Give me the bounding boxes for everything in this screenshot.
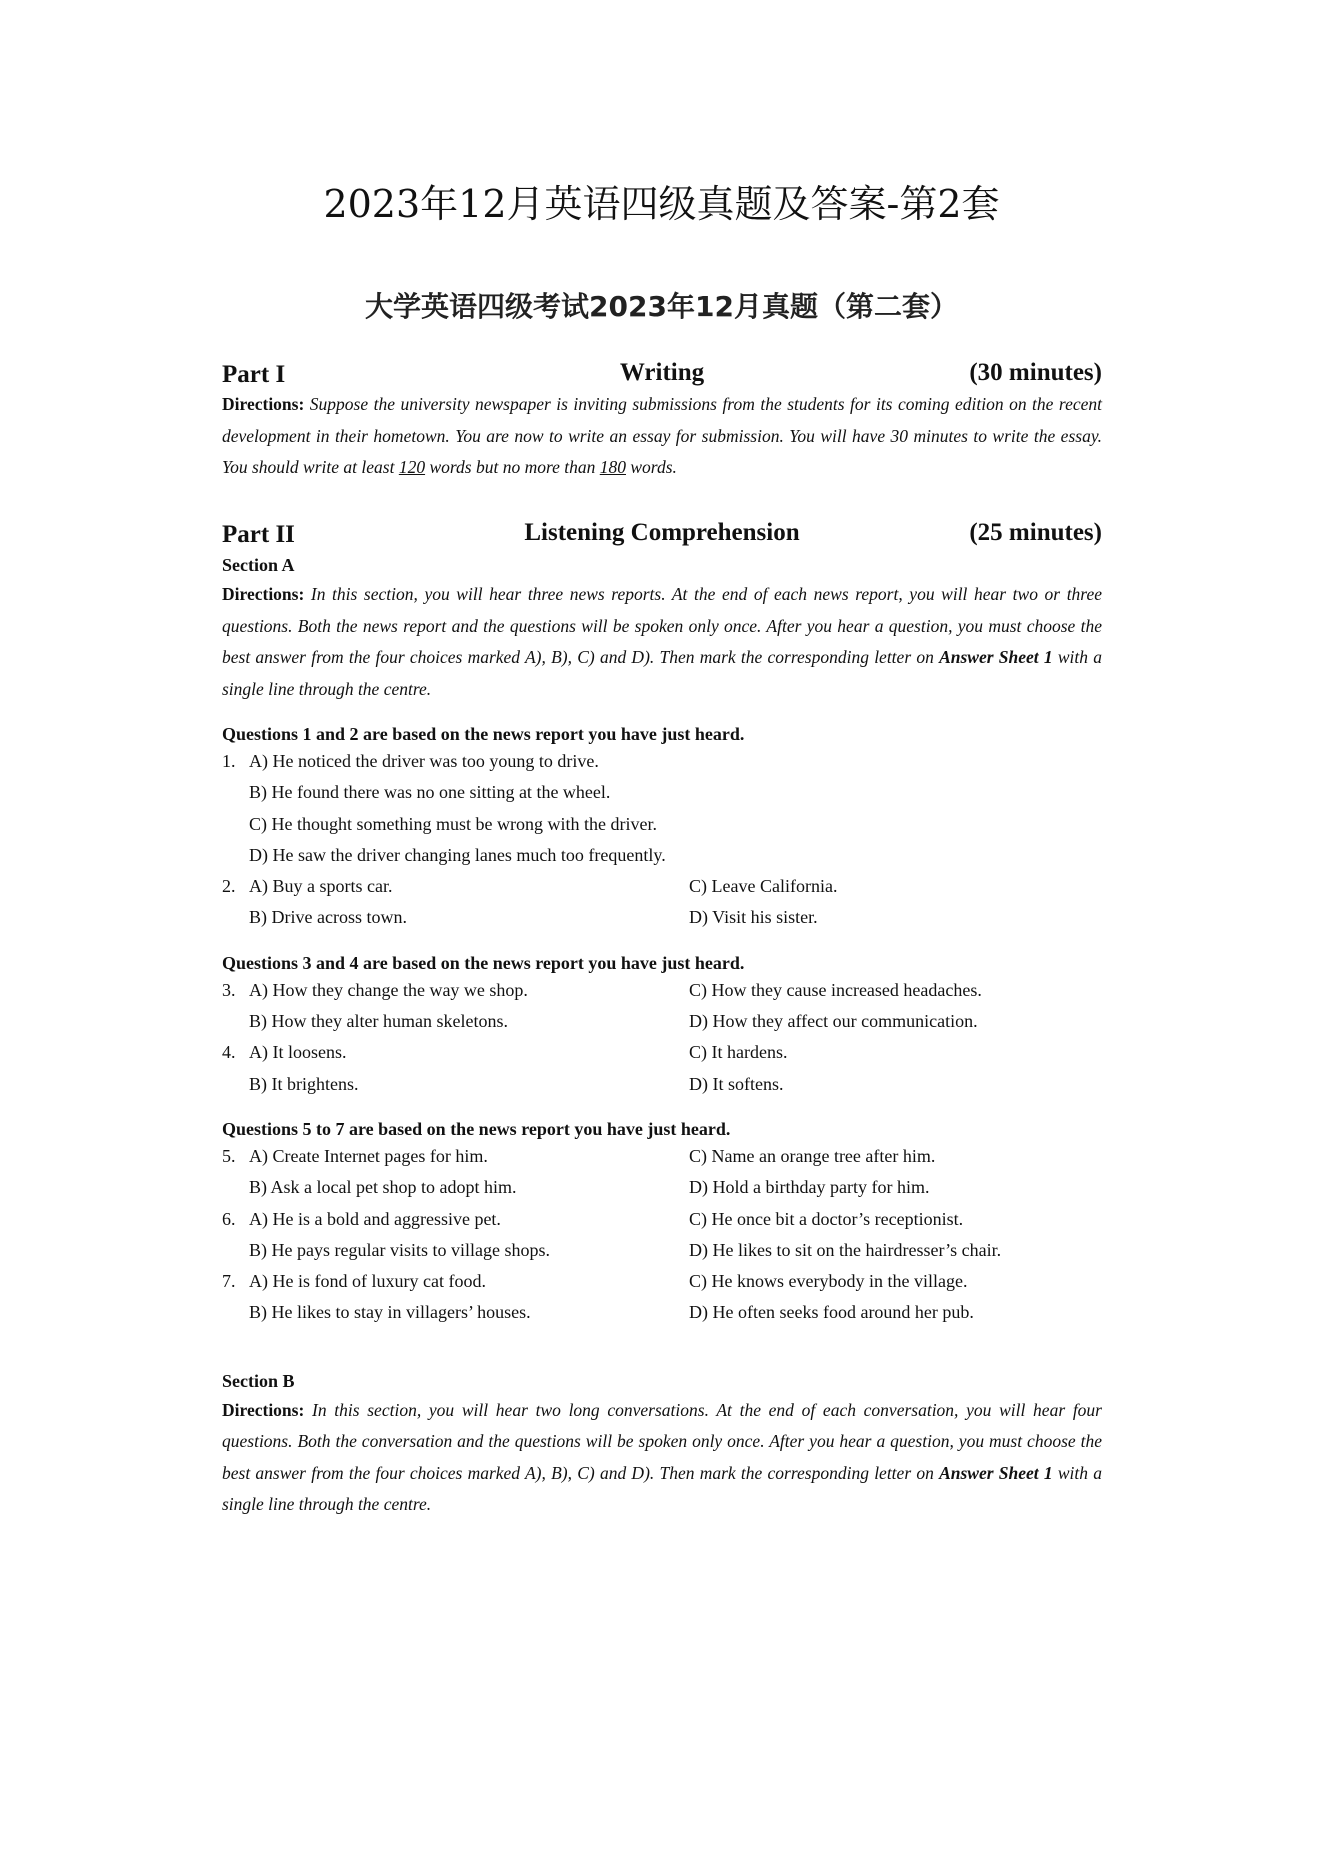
option-c: C) He thought something must be wrong with the driver. [249,813,657,834]
option-a: A) He is a bold and aggressive pet. [249,1208,501,1229]
option-c: C) Name an orange tree after him. [689,1145,936,1166]
directions-text: words. [626,457,677,477]
directions-text: with a single line through the centre. [222,647,1102,699]
option-a: A) He is fond of luxury cat food. [249,1271,486,1292]
document-title: 2023年12月英语四级真题及答案-第2套 [323,182,1000,226]
option-b: B) He found there was no one sitting at the wheel. [249,782,611,803]
directions-text: with a single line through the centre. [222,1462,1102,1515]
question-number: 5. [222,1145,236,1166]
directions-label: Directions: [222,394,305,414]
option-d: D) He likes to sit on the hairdresser’s chair. [689,1239,1002,1260]
option-d: D) How they affect our communication. [689,1011,978,1032]
part-1-time: (30 minutes) [969,359,1102,386]
section-a-label: Section A [222,555,295,575]
question-4 [222,1037,1102,1100]
question-number: 7. [222,1271,236,1292]
question-5 [222,1141,1102,1204]
part-1-title: Writing [619,359,705,386]
part-1-directions [222,389,1102,484]
question-number: 1. [222,751,236,771]
section-a-directions [222,579,1102,705]
part-2-header [222,515,1102,549]
question-group-heading: Questions 1 and 2 are based on the news report you have just heard. [222,724,745,744]
option-c: C) He knows everybody in the village. [689,1271,968,1292]
option-b: B) Drive across town. [249,907,407,928]
question-number: 4. [222,1042,236,1063]
option-a: A) How they change the way we shop. [249,979,528,1000]
section-b-directions [222,1395,1102,1521]
directions-text: In this section, you will hear three news reports. At the end of each news report, you will hear two or three questions. Both the news report and the questions will be spoken only once. After you hear a question, you must choose the best answer from the four choices marked A), B), C) and D). Then mark the corresponding letter on [222,584,1102,667]
option-d: D) He often seeks food around her pub. [689,1302,974,1323]
option-c: C) It hardens. [689,1042,788,1063]
answer-sheet-label: Answer Sheet 1 [939,647,1053,667]
directions-text: In this section, you will hear two long conversations. At the end of each conversation, you will hear four questions. Both the conversation and the questions will be spoken only once. After you hear a question, you must choose the best answer from the four choices marked A), B), C) and D). Then mark the corresponding letter on [222,1399,1102,1483]
question-number: 2. [222,876,236,897]
question-6 [222,1204,1102,1267]
option-c: C) Leave California. [689,876,838,897]
question-group-heading: Questions 5 to 7 are based on the news report you have just heard. [222,1118,731,1139]
option-b: B) How they alter human skeletons. [249,1011,508,1032]
question-number: 3. [222,979,236,1000]
question-3 [222,975,1102,1038]
option-a: A) Create Internet pages for him. [249,1145,488,1166]
exam-title: 大学英语四级考试2023年12月真题（第二套） [365,290,958,323]
question-2 [222,871,1102,934]
part-1-writing [222,355,1102,484]
directions-text: words but no more than [425,457,600,477]
option-a: A) It loosens. [249,1042,347,1063]
min-word-count: 120 [398,457,426,477]
option-d: D) He saw the driver changing lanes much too frequently. [249,844,666,865]
part-2-listening [222,515,1102,1521]
directions-label: Directions: [222,1399,305,1420]
question-group-heading: Questions 3 and 4 are based on the news report you have just heard. [222,952,745,973]
option-d: D) Hold a birthday party for him. [689,1177,930,1198]
question-number: 6. [222,1208,236,1229]
option-d: D) Visit his sister. [689,907,818,928]
option-d: D) It softens. [689,1073,784,1094]
max-word-count: 180 [599,457,626,477]
option-a: A) Buy a sports car. [249,876,393,897]
option-a: A) He noticed the driver was too young to drive. [249,751,599,771]
part-2-number: Part II [222,521,295,548]
option-c: C) How they cause increased headaches. [689,979,982,1000]
option-b: B) It brightens. [249,1073,359,1094]
directions-text: Suppose the university newspaper is inviting submissions from the students for its coming edition on the recent development in their hometown. You are now to write an essay for submission. You will have 30 minutes to write the essay. You should write at least [222,394,1102,477]
option-b: B) Ask a local pet shop to adopt him. [249,1177,517,1198]
part-2-title: Listening Comprehension [524,519,800,546]
question-7 [222,1266,1102,1329]
option-c: C) He once bit a doctor’s receptionist. [689,1208,964,1229]
option-b: B) He pays regular visits to village shops. [249,1239,550,1260]
section-b-label: Section B [222,1370,295,1391]
part-2-time: (25 minutes) [969,519,1102,546]
option-b: B) He likes to stay in villagers’ houses. [249,1302,531,1323]
question-1 [222,746,1102,871]
part-1-header [222,355,1102,389]
answer-sheet-label: Answer Sheet 1 [939,1462,1053,1483]
part-1-number: Part I [222,361,286,388]
directions-label: Directions: [222,584,305,604]
